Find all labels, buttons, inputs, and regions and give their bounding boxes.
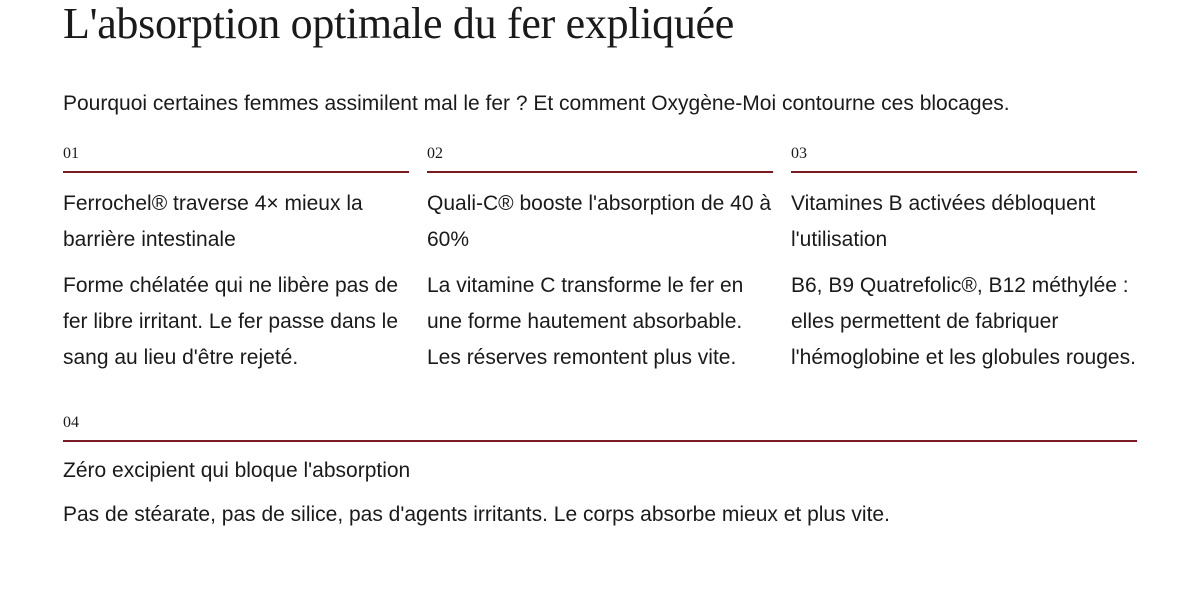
benefit-card-3 xyxy=(791,144,1137,376)
benefit-description: B6, B9 Quatrefolic®, B12 méthylée : elles permettent de fabriquer l'hémoglobine et les globules rouges. xyxy=(791,274,1136,369)
intro-text: Pourquoi certaines femmes assimilent mal le fer ? Et comment Oxygène-Moi contourne ces blocages. xyxy=(63,92,1010,115)
page-title: L'absorption optimale du fer expliquée xyxy=(63,0,734,48)
benefit-card-1 xyxy=(63,144,409,376)
benefit-title: Ferrochel® traverse 4× mieux la barrière intestinale xyxy=(63,192,363,251)
benefit-description: La vitamine C transforme le fer en une forme hautement absorbable. Les réserves remontent plus vite. xyxy=(427,274,744,369)
benefit-number: 03 xyxy=(791,144,1137,173)
benefit-card-4 xyxy=(63,413,1137,533)
benefit-title: Vitamines B activées débloquent l'utilisation xyxy=(791,192,1096,251)
content xyxy=(63,0,1137,533)
benefit-description: Forme chélatée qui ne libère pas de fer libre irritant. Le fer passe dans le sang au lieu d'être rejeté. xyxy=(63,274,399,369)
benefit-title: Zéro excipient qui bloque l'absorption xyxy=(63,459,411,482)
benefits-grid xyxy=(63,144,1137,376)
benefit-number: 04 xyxy=(63,413,1137,442)
benefit-number: 02 xyxy=(427,144,773,173)
benefit-number: 01 xyxy=(63,144,409,173)
benefit-description: Pas de stéarate, pas de silice, pas d'agents irritants. Le corps absorbe mieux et plus vite. xyxy=(63,503,890,526)
benefit-card-2 xyxy=(427,144,773,376)
benefit-title: Quali-C® booste l'absorption de 40 à 60% xyxy=(427,192,772,251)
